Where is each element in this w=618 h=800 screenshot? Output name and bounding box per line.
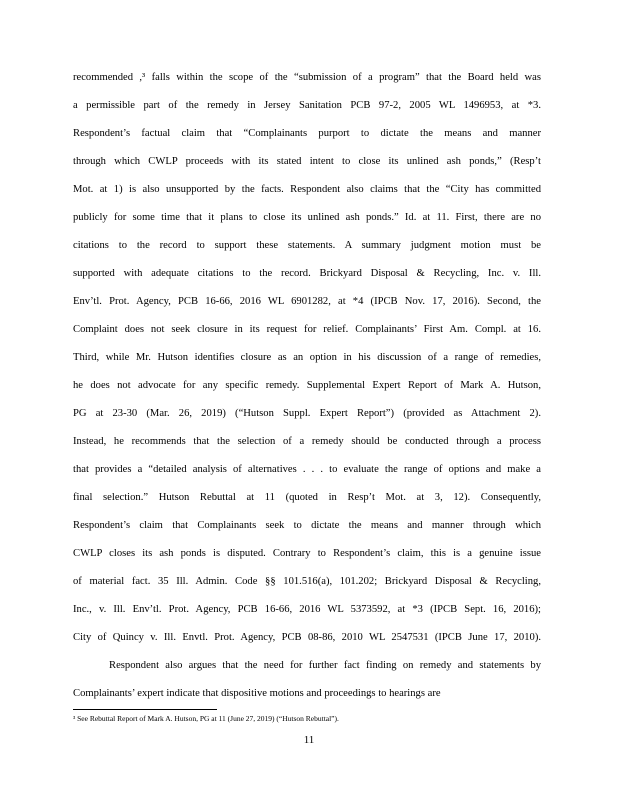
body-line-2: a permissible part of the remedy in Jersey Sanitation PCB 97-2, 2005 WL 1496953, at *3.: [73, 100, 541, 111]
body-line-17: Respondent’s claim that Complainants seek to dictate the means and manner through which: [73, 520, 541, 531]
body-line-5: Mot. at 1) is also unsupported by the facts. Respondent also claims that the “City has committed: [73, 184, 541, 195]
body-line-15: that provides a “detailed analysis of alternatives . . . to evaluate the range of options and make a: [73, 464, 541, 475]
body-line-6: publicly for some time that it plans to close its unlined ash ponds.” Id. at 11. First, there are no: [73, 212, 541, 223]
body-line-4: through which CWLP proceeds with its stated intent to close its unlined ash ponds,” (Resp’t: [73, 156, 541, 167]
body-line-19: of material fact. 35 Ill. Admin. Code §§ 101.516(a), 101.202; Brickyard Disposal & Recycling,: [73, 576, 541, 587]
body-line-1: recommended ,³ falls within the scope of the “submission of a program” that the Board held was: [73, 72, 541, 83]
body-line-21: City of Quincy v. Ill. Envtl. Prot. Agency, PCB 08-86, 2010 WL 2547531 (IPCB June 17, 2010).: [73, 632, 541, 643]
body-line-11: Third, while Mr. Hutson identifies closure as an option in his discussion of a range of remedies,: [73, 352, 541, 363]
body-line-23: Complainants’ expert indicate that dispositive motions and proceedings to hearings are: [73, 688, 441, 699]
footnote-separator: [73, 709, 217, 710]
body-line-18: CWLP closes its ash ponds is disputed. Contrary to Respondent’s claim, this is a genuine issue: [73, 548, 541, 559]
page-number: 11: [303, 734, 315, 746]
body-line-12: he does not advocate for any specific remedy. Supplemental Expert Report of Mark A. Hutson,: [73, 380, 541, 391]
body-line-13: PG at 23-30 (Mar. 26, 2019) (“Hutson Suppl. Expert Report”) (provided as Attachment 2).: [73, 408, 541, 419]
body-line-16: final selection.” Hutson Rebuttal at 11 (quoted in Resp’t Mot. at 3, 12). Consequently,: [73, 492, 541, 503]
body-line-10: Complaint does not seek closure in its request for relief. Complainants’ First Am. Compl. at 16.: [73, 324, 541, 335]
body-line-20: Inc., v. Ill. Env’tl. Prot. Agency, PCB 16-66, 2016 WL 5373592, at *3 (IPCB Sept. 16, 2016);: [73, 604, 541, 615]
body-line-8: supported with adequate citations to the record. Brickyard Disposal & Recycling, Inc. v. Ill.: [73, 268, 541, 279]
body-line-7: citations to the record to support these statements. A summary judgment motion must be: [73, 240, 541, 251]
body-line-9: Env’tl. Prot. Agency, PCB 16-66, 2016 WL 6901282, at *4 (IPCB Nov. 17, 2016). Second, the: [73, 296, 541, 307]
body-line-3: Respondent’s factual claim that “Complainants purport to dictate the means and manner: [73, 128, 541, 139]
footnote-3: ³ See Rebuttal Report of Mark A. Hutson, PG at 11 (June 27, 2019) (“Hutson Rebuttal”).: [73, 714, 339, 723]
body-line-14: Instead, he recommends that the selection of a remedy should be conducted through a process: [73, 436, 541, 447]
body-line-22: Respondent also argues that the need for further fact finding on remedy and statements by: [109, 660, 541, 671]
